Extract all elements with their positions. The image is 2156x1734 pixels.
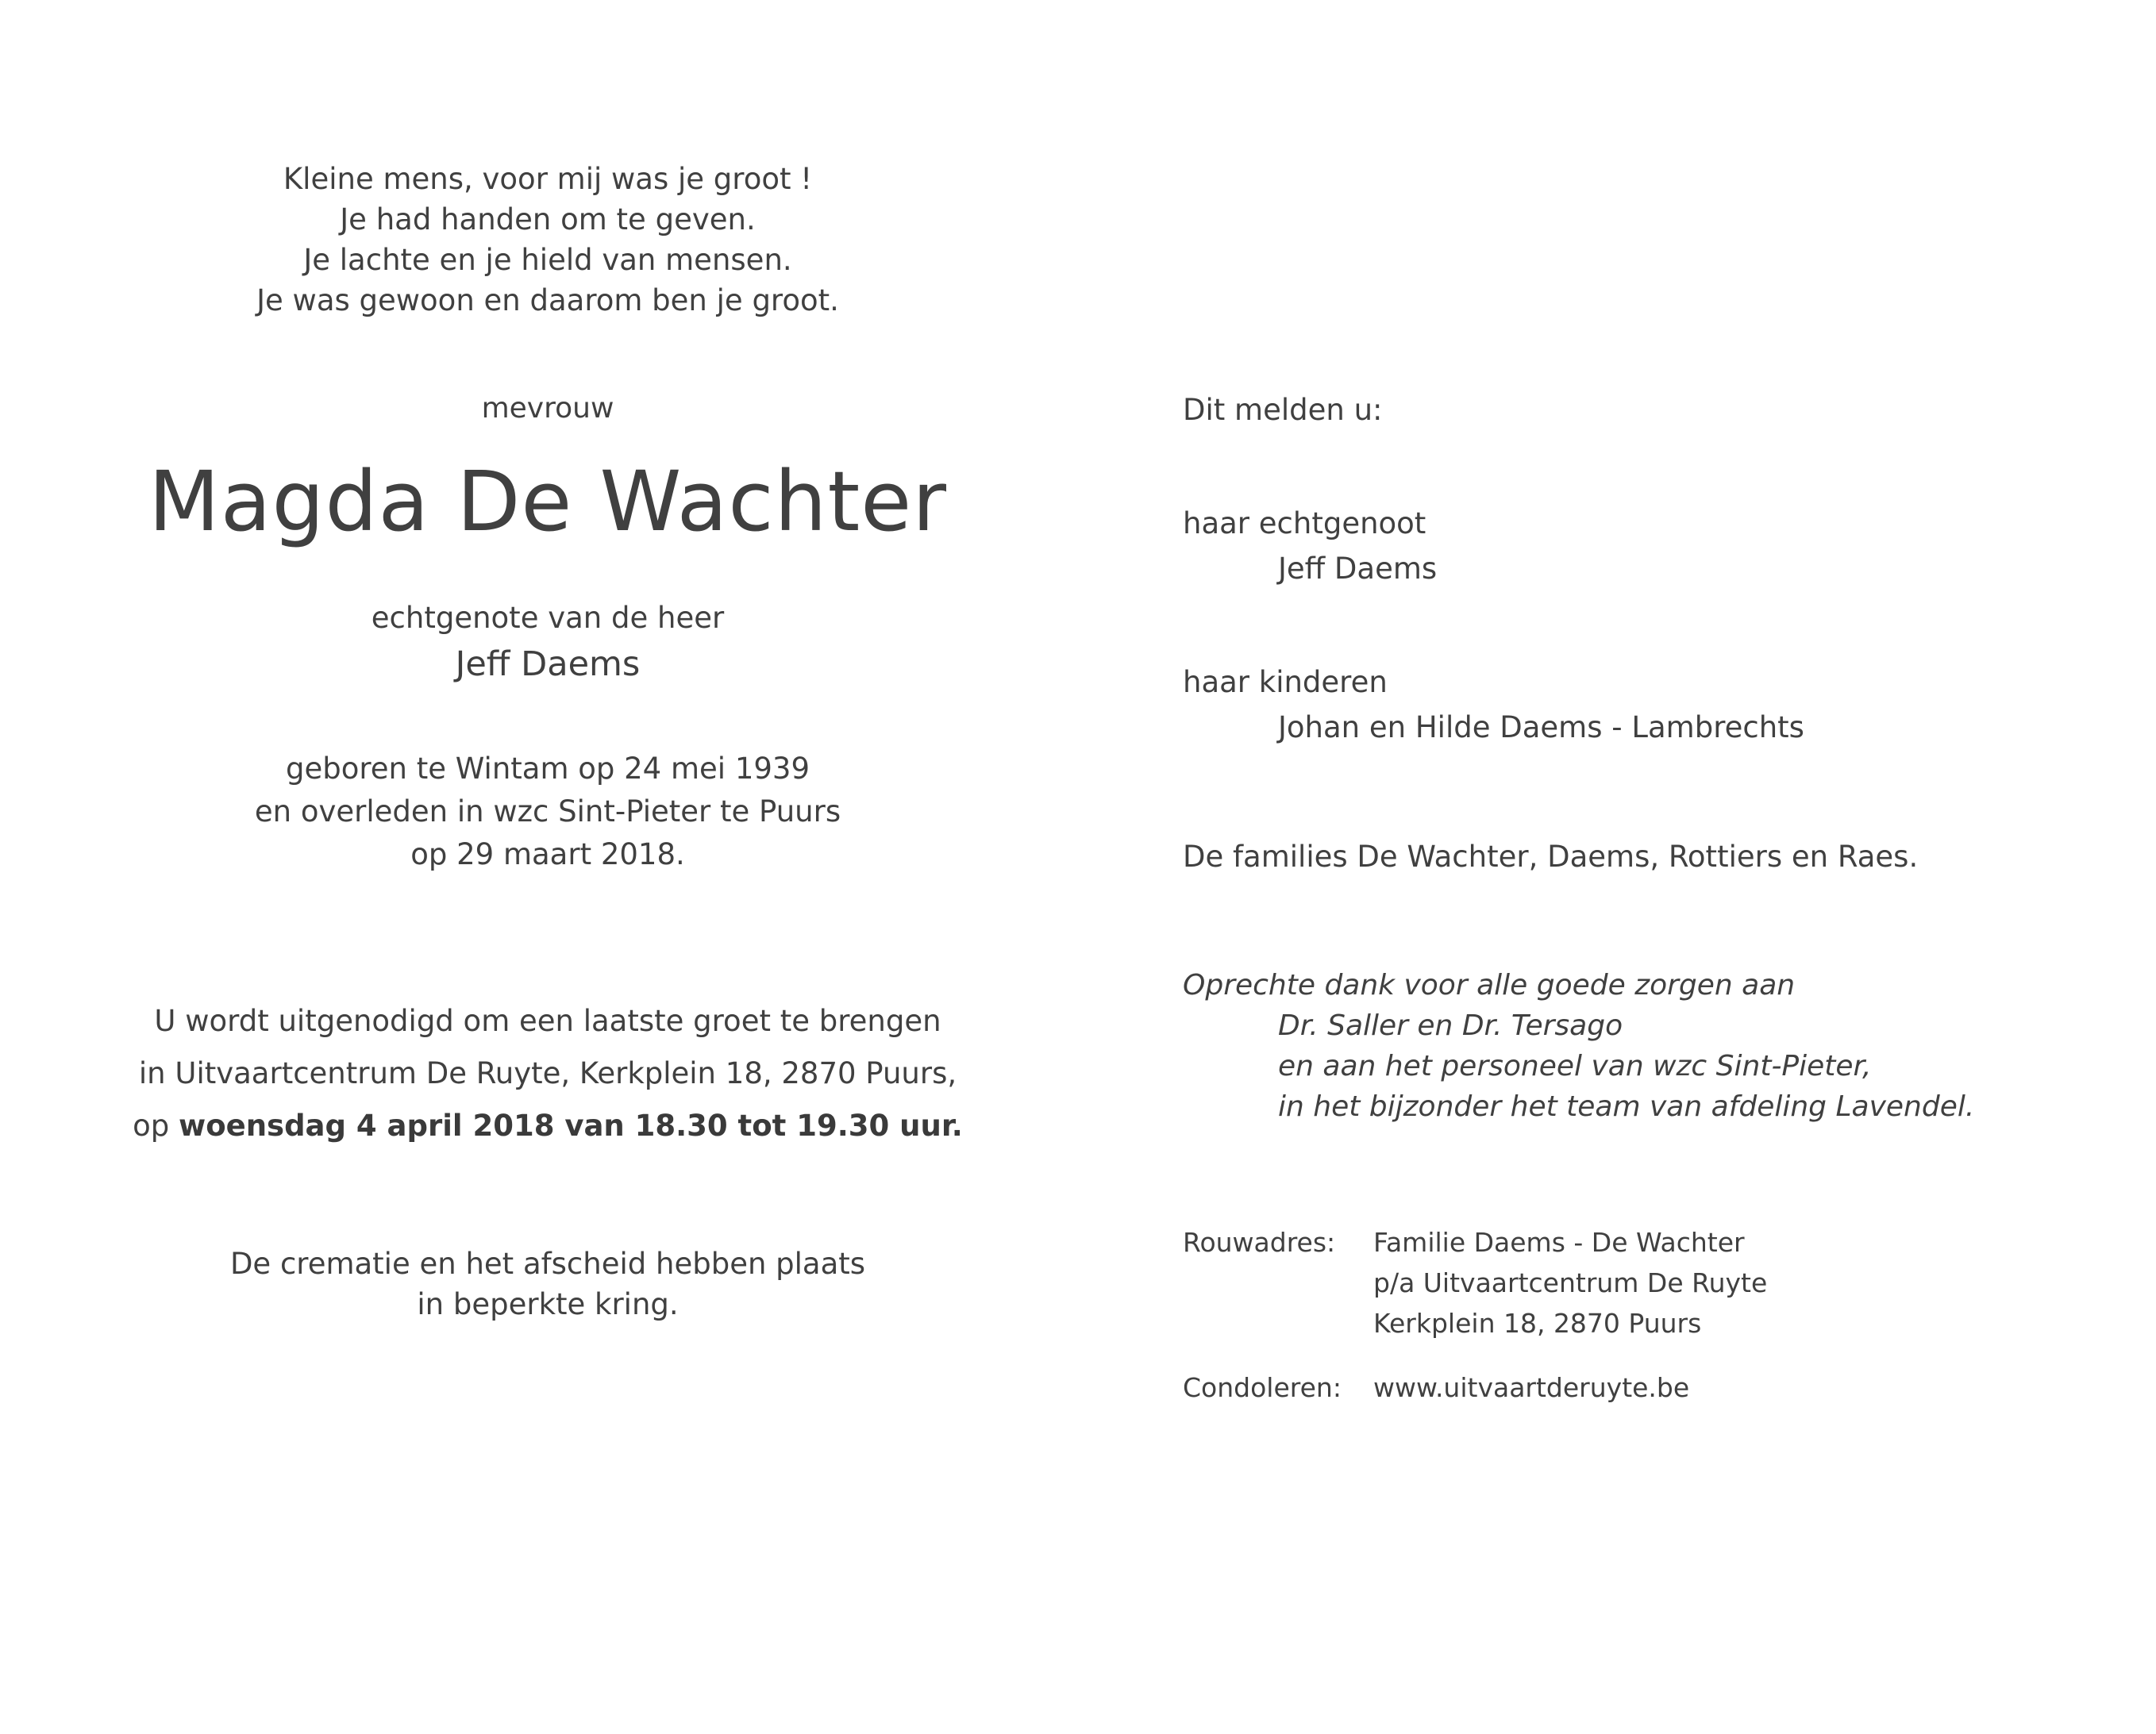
children-group-names: Johan en Hilde Daems - Lambrechts xyxy=(1278,710,1804,744)
invite-line: U wordt uitgenodigd om een laatste groet te brengen xyxy=(154,1004,941,1038)
poem-line: Je had handen om te geven. xyxy=(340,202,756,236)
thanks-line: Oprechte dank voor alle goede zorgen aan xyxy=(1183,969,1796,1002)
thanks-block xyxy=(1183,965,2096,1127)
condole-row xyxy=(1183,1367,2096,1408)
spouse-name: Jeff Daems xyxy=(455,644,641,684)
thanks-line: en aan het personeel van wzc Sint-Pieter, xyxy=(1278,1050,1872,1082)
address-values xyxy=(1373,1222,1767,1344)
deceased-name: Magda De Wachter xyxy=(148,453,947,550)
life-line: geboren te Wintam op 24 mei 1939 xyxy=(285,752,810,786)
intro-line: Dit melden u: xyxy=(1183,393,1383,427)
address-line: Kerkplein 18, 2870 Puurs xyxy=(1373,1308,1702,1339)
poem xyxy=(127,159,968,321)
poem-line: Kleine mens, voor mij was je groot ! xyxy=(283,162,813,196)
life-dates xyxy=(127,748,968,876)
families-line: De families De Wachter, Daems, Rottiers en Raes. xyxy=(1183,840,1919,874)
spouse-group xyxy=(1183,506,2096,586)
address-row xyxy=(1183,1222,2096,1344)
cremation-note xyxy=(127,1244,968,1325)
life-line: op 29 maart 2018. xyxy=(410,837,685,871)
address-line: Familie Daems - De Wachter xyxy=(1373,1227,1745,1258)
spouse-group-name: Jeff Daems xyxy=(1278,552,1438,586)
poem-line: Je was gewoon en daarom ben je groot. xyxy=(256,283,839,317)
condole-website[interactable]: www.uitvaartderuyte.be xyxy=(1373,1372,1690,1403)
address-line: p/a Uitvaartcentrum De Ruyte xyxy=(1373,1267,1768,1298)
invite-prefix: op xyxy=(133,1109,179,1143)
invite-line xyxy=(127,1100,968,1152)
thanks-line: in het bijzonder het team van afdeling Lavendel. xyxy=(1278,1090,1975,1123)
right-panel xyxy=(1183,393,2096,1408)
poem-line: Je lachte en je hield van mensen. xyxy=(303,243,792,277)
left-panel xyxy=(127,159,968,1325)
invite-datetime: woensdag 4 april 2018 van 18.30 tot 19.30 uur. xyxy=(179,1109,963,1143)
invitation xyxy=(127,995,968,1152)
cremation-line: in beperkte kring. xyxy=(417,1287,679,1321)
spouse-label: echtgenote van de heer xyxy=(371,601,725,635)
children-group-label: haar kinderen xyxy=(1183,665,1388,699)
honorific: mevrouw xyxy=(481,392,614,425)
address-block xyxy=(1183,1222,2096,1408)
cremation-line: De crematie en het afscheid hebben plaats xyxy=(229,1247,866,1281)
children-group xyxy=(1183,665,2096,744)
condole-label: Condoleren: xyxy=(1183,1372,1342,1403)
address-label: Rouwadres: xyxy=(1183,1227,1336,1258)
life-line: en overleden in wzc Sint-Pieter te Puurs xyxy=(254,794,841,829)
invite-line: in Uitvaartcentrum De Ruyte, Kerkplein 18, 2870 Puurs, xyxy=(138,1056,957,1090)
thanks-line: Dr. Saller en Dr. Tersago xyxy=(1278,1009,1623,1042)
spouse-group-label: haar echtgenoot xyxy=(1183,506,1426,540)
